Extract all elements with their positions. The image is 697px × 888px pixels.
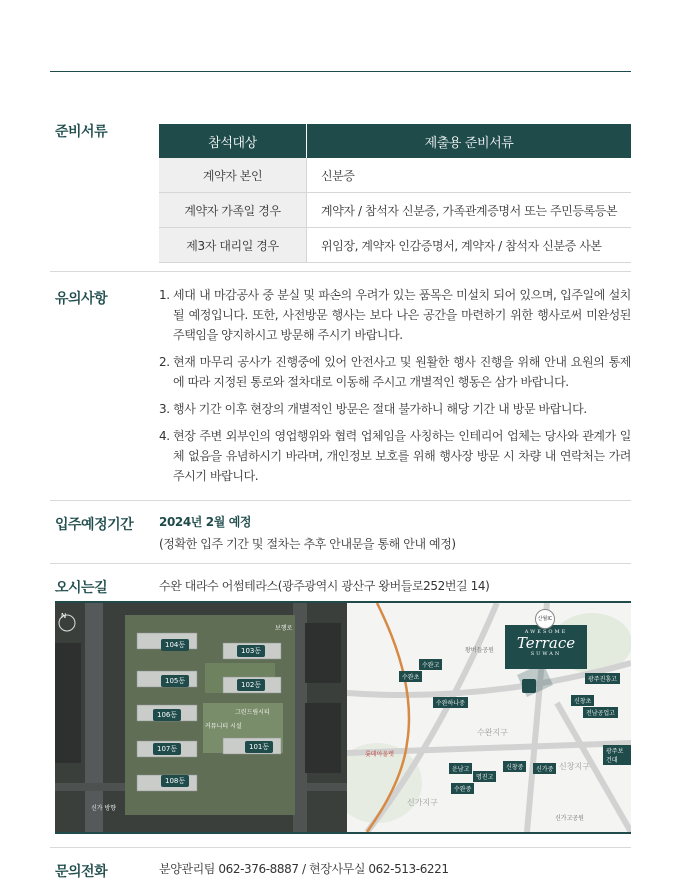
docs-section-title: 준비서류 xyxy=(55,124,108,140)
district-label: 수완지구 xyxy=(477,728,508,737)
list-item xyxy=(159,285,631,345)
header-documents: 제출용 준비서류 xyxy=(307,124,632,158)
note-text: 세대 내 마감공사 중 분실 및 파손의 우려가 있는 품목은 미설치 되어 있으며, 입주일에 설치될 예정입니다. 또한, 사전방문 행사는 보다 나은 공간을 마련하기 위한 행사로써 미완성된 주택임을 양지하시고 방문해 주시기 바랍니다. xyxy=(173,288,631,342)
building-label: 101동 xyxy=(245,741,273,753)
map-marker: 전남공업고 xyxy=(583,707,618,718)
note-text: 행사 기간 이후 현장의 개별적인 방문은 절대 불가하니 해당 기간 내 방문 바랍니다. xyxy=(173,402,587,416)
directions-section-title: 오시는길 xyxy=(55,580,108,596)
site-label: 커뮤니티 시설 xyxy=(205,723,242,730)
svg-text:N: N xyxy=(61,612,67,620)
row-attendee: 계약자 본인 xyxy=(159,158,307,193)
site-address: 수완 대라수 어썸테라스(광주광역시 광산구 왕버들로252번길 14) xyxy=(159,579,490,593)
brand-small: AWESOME xyxy=(524,629,568,635)
ic-badge: 산월IC xyxy=(535,609,555,629)
location-pin-icon xyxy=(522,679,536,693)
list-item xyxy=(159,352,631,392)
map-label: 왕버들공원 xyxy=(465,647,494,654)
site-label: 신가 방향 xyxy=(91,805,117,812)
map-marker: 광주보건대 xyxy=(603,745,631,765)
brand-main: Terrace xyxy=(516,634,576,652)
table-row xyxy=(159,158,631,193)
row-documents: 계약자 / 참석자 신분증, 가족관계증명서 또는 주민등록등본 xyxy=(307,193,632,228)
section-divider xyxy=(50,500,631,501)
district-label: 신창지구 xyxy=(559,762,590,771)
note-number: 4. xyxy=(159,429,170,443)
note-number: 1. xyxy=(159,288,170,302)
brand-badge xyxy=(505,625,587,669)
map-marker: 수완중 xyxy=(451,783,474,794)
building-label: 104동 xyxy=(161,639,189,651)
notes-section-title: 유의사항 xyxy=(55,291,108,307)
map-label: 신가고공원 xyxy=(555,815,584,822)
building-label: 102동 xyxy=(237,679,265,691)
map-marker: 명진고 xyxy=(473,771,496,782)
district-label: 신가지구 xyxy=(407,798,438,807)
contact-section-title: 문의전화 xyxy=(55,864,108,880)
site-label: 그린드림시티 xyxy=(235,709,270,716)
map-marker: 신창중 xyxy=(503,761,526,772)
move-in-section-title: 입주예정기간 xyxy=(55,517,134,533)
map-marker: 광주진흥고 xyxy=(585,673,620,684)
building-label: 103동 xyxy=(237,645,265,657)
section-divider xyxy=(50,271,631,272)
list-item xyxy=(159,399,631,419)
row-attendee: 계약자 가족일 경우 xyxy=(159,193,307,228)
map-marker: 신가중 xyxy=(533,763,556,774)
table-row xyxy=(159,193,631,228)
header-attendee: 참석대상 xyxy=(159,124,307,158)
brand-sub: SUWAN xyxy=(530,651,562,657)
map-marker: 운남고 xyxy=(449,763,472,774)
map-marker: 수완고 xyxy=(419,659,442,670)
section-divider xyxy=(50,563,631,564)
table-header-row xyxy=(159,124,631,158)
note-number: 3. xyxy=(159,402,170,416)
row-documents: 위임장, 계약자 인감증명서, 계약자 / 참석자 신분증 사본 xyxy=(307,228,632,263)
site-plan-graphic xyxy=(55,603,347,832)
building-label: 108동 xyxy=(161,775,189,787)
list-item xyxy=(159,426,631,486)
building-label: 105동 xyxy=(161,675,189,687)
note-number: 2. xyxy=(159,355,170,369)
top-divider xyxy=(50,71,631,72)
contact-phones: 분양관리팀 062-376-8887 / 현장사무실 062-513-6221 xyxy=(159,862,449,876)
map-marker: 수완초 xyxy=(399,671,422,682)
documents-table xyxy=(159,124,631,263)
map-label: 롯데아울렛 xyxy=(365,751,394,758)
map-marker: 신창초 xyxy=(571,695,594,706)
row-attendee: 제3자 대리일 경우 xyxy=(159,228,307,263)
map-container xyxy=(55,601,631,834)
move-in-note: (정확한 입주 기간 및 절차는 추후 안내문을 통해 안내 예정) xyxy=(159,537,456,551)
notes-list xyxy=(159,285,631,493)
row-documents: 신분증 xyxy=(307,158,632,193)
move-in-date: 2024년 2월 예정 xyxy=(159,515,252,529)
map-marker: 수완하나중 xyxy=(433,697,468,708)
note-text: 현장 주변 외부인의 영업행위와 협력 업체임을 사칭하는 인테리어 업체는 당사와 관계가 일체 없음을 유념하시기 바라며, 개인정보 보호를 위해 행사장 방문 시 차량 내 연락처는 가려주시기 바랍니다. xyxy=(173,429,631,483)
site-label: 보행로 xyxy=(275,625,293,632)
table-row xyxy=(159,228,631,263)
site-plan-image xyxy=(55,603,347,832)
section-divider xyxy=(50,847,631,848)
building-label: 106동 xyxy=(153,709,181,721)
location-map xyxy=(347,603,631,832)
note-text: 현재 마무리 공사가 진행중에 있어 안전사고 및 원활한 행사 진행을 위해 안내 요원의 통제에 따라 지정된 통로와 절차대로 이동해 주시고 개별적인 행동은 삼가 바랍니다. xyxy=(173,355,631,389)
building-label: 107동 xyxy=(153,743,181,755)
